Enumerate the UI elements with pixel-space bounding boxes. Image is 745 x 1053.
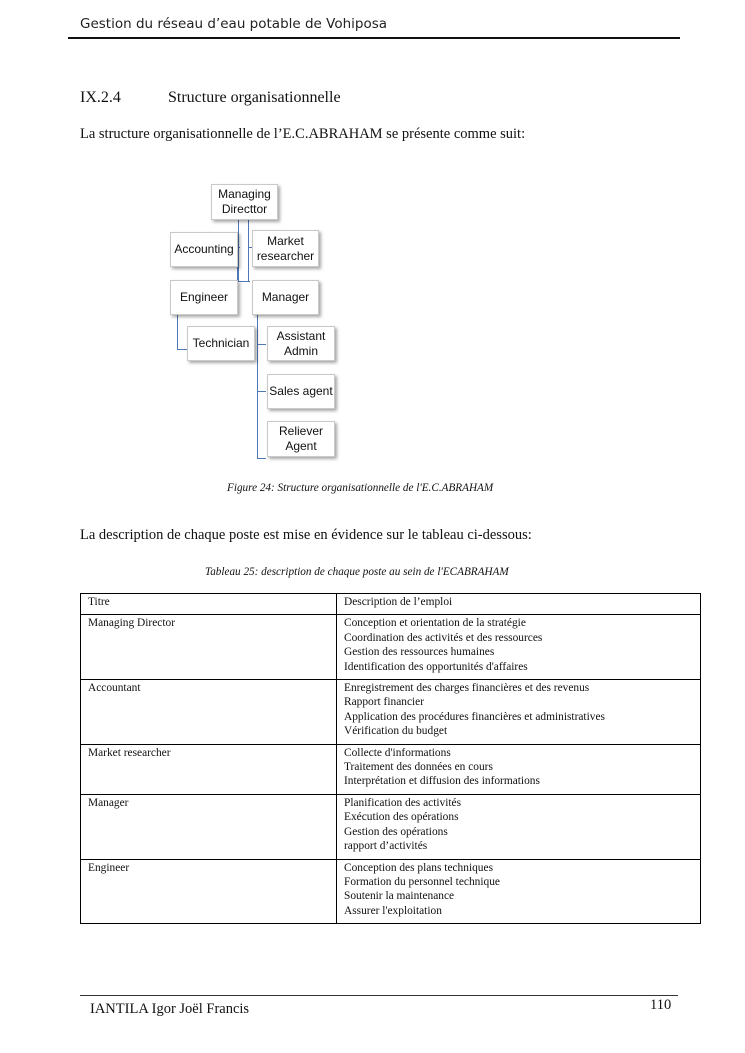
section-number: IX.2.4 (80, 89, 121, 106)
connector-director-trunk-b (248, 219, 249, 282)
connector-sales (257, 391, 266, 392)
page-number: 110 (650, 997, 672, 1013)
table-row (81, 859, 701, 924)
description-line: Collecte d'informations (344, 746, 451, 759)
description-line: Gestion des ressources humaines (344, 646, 495, 659)
figure-caption: Figure 24: Structure organisationnelle de l'E.C.ABRAHAM (227, 482, 494, 494)
description-line: Formation du personnel technique (344, 875, 500, 888)
description-line: Soutenir la maintenance (344, 890, 455, 903)
org-node-engineer: Engineer (170, 280, 238, 315)
org-node-manager: Manager (252, 280, 319, 315)
table-row (81, 744, 701, 794)
row-description (337, 859, 701, 924)
section-heading (80, 89, 341, 107)
description-table (80, 593, 701, 924)
org-node-managing-director: Managing Directtor (211, 184, 278, 220)
row-title: Market researcher (81, 744, 337, 794)
description-line: Rapport financier (344, 696, 425, 709)
connector-engineer-technician-v (177, 313, 178, 350)
description-line: Enregistrement des charges financières et des revenus (344, 682, 590, 695)
footer-rule (80, 995, 678, 996)
intro-paragraph: La structure organisationnelle de l’E.C.ABRAHAM se présente comme suit: (80, 126, 526, 142)
header-description: Description de l’emploi (337, 594, 701, 615)
row-title: Managing Director (81, 615, 337, 680)
description-line: Planification des activités (344, 796, 462, 809)
description-line: Conception des plans techniques (344, 861, 493, 874)
org-chart (0, 0, 745, 470)
description-intro: La description de chaque poste est mise en évidence sur le tableau ci-dessous: (80, 527, 532, 543)
description-line: Assurer l'exploitation (344, 904, 442, 917)
description-line: Traitement des données en cours (344, 761, 493, 774)
table-row (81, 615, 701, 680)
row-description (337, 680, 701, 745)
description-line: Gestion des opérations (344, 825, 448, 838)
footer-author: IANTILA Igor Joël Francis (90, 1001, 250, 1017)
connector-engineer-technician-h (177, 349, 187, 350)
description-line: rapport d’activités (344, 840, 428, 853)
row-title: Accountant (81, 680, 337, 745)
description-line: Identification des opportunités d'affaires (344, 660, 528, 673)
org-node-assistant-admin: Assistant Admin (267, 326, 335, 361)
description-line: Interprétation et diffusion des informations (344, 775, 540, 788)
org-node-technician: Technician (187, 326, 255, 361)
header-rule (68, 37, 680, 39)
row-description (337, 794, 701, 859)
row-title: Engineer (81, 859, 337, 924)
header-title: Titre (81, 594, 337, 615)
table-row (81, 680, 701, 745)
org-node-market-researcher: Market researcher (252, 230, 319, 267)
row-title: Manager (81, 794, 337, 859)
description-line: Application des procédures financières et administratives (344, 710, 605, 723)
org-node-reliever-agent: Reliever Agent (267, 421, 335, 457)
connector-manager-trunk (257, 313, 258, 459)
org-node-sales-agent: Sales agent (267, 374, 335, 409)
description-line: Conception et orientation de la stratégie (344, 617, 526, 630)
table-header-row (81, 594, 701, 615)
running-header: Gestion du réseau d’eau potable de Vohiposa (80, 16, 388, 32)
org-node-accounting: Accounting (170, 232, 238, 267)
connector-reliever (257, 458, 266, 459)
connector-assistant (257, 344, 266, 345)
row-description (337, 744, 701, 794)
description-line: Exécution des opérations (344, 811, 459, 824)
description-line: Vérification du budget (344, 725, 448, 738)
connector-director-trunk-a (238, 219, 239, 282)
table-caption: Tableau 25: description de chaque poste au sein de l'ECABRAHAM (205, 566, 509, 578)
table-row (81, 794, 701, 859)
row-description (337, 615, 701, 680)
section-title: Structure organisationnelle (168, 89, 341, 106)
description-line: Coordination des activités et des ressources (344, 631, 543, 644)
